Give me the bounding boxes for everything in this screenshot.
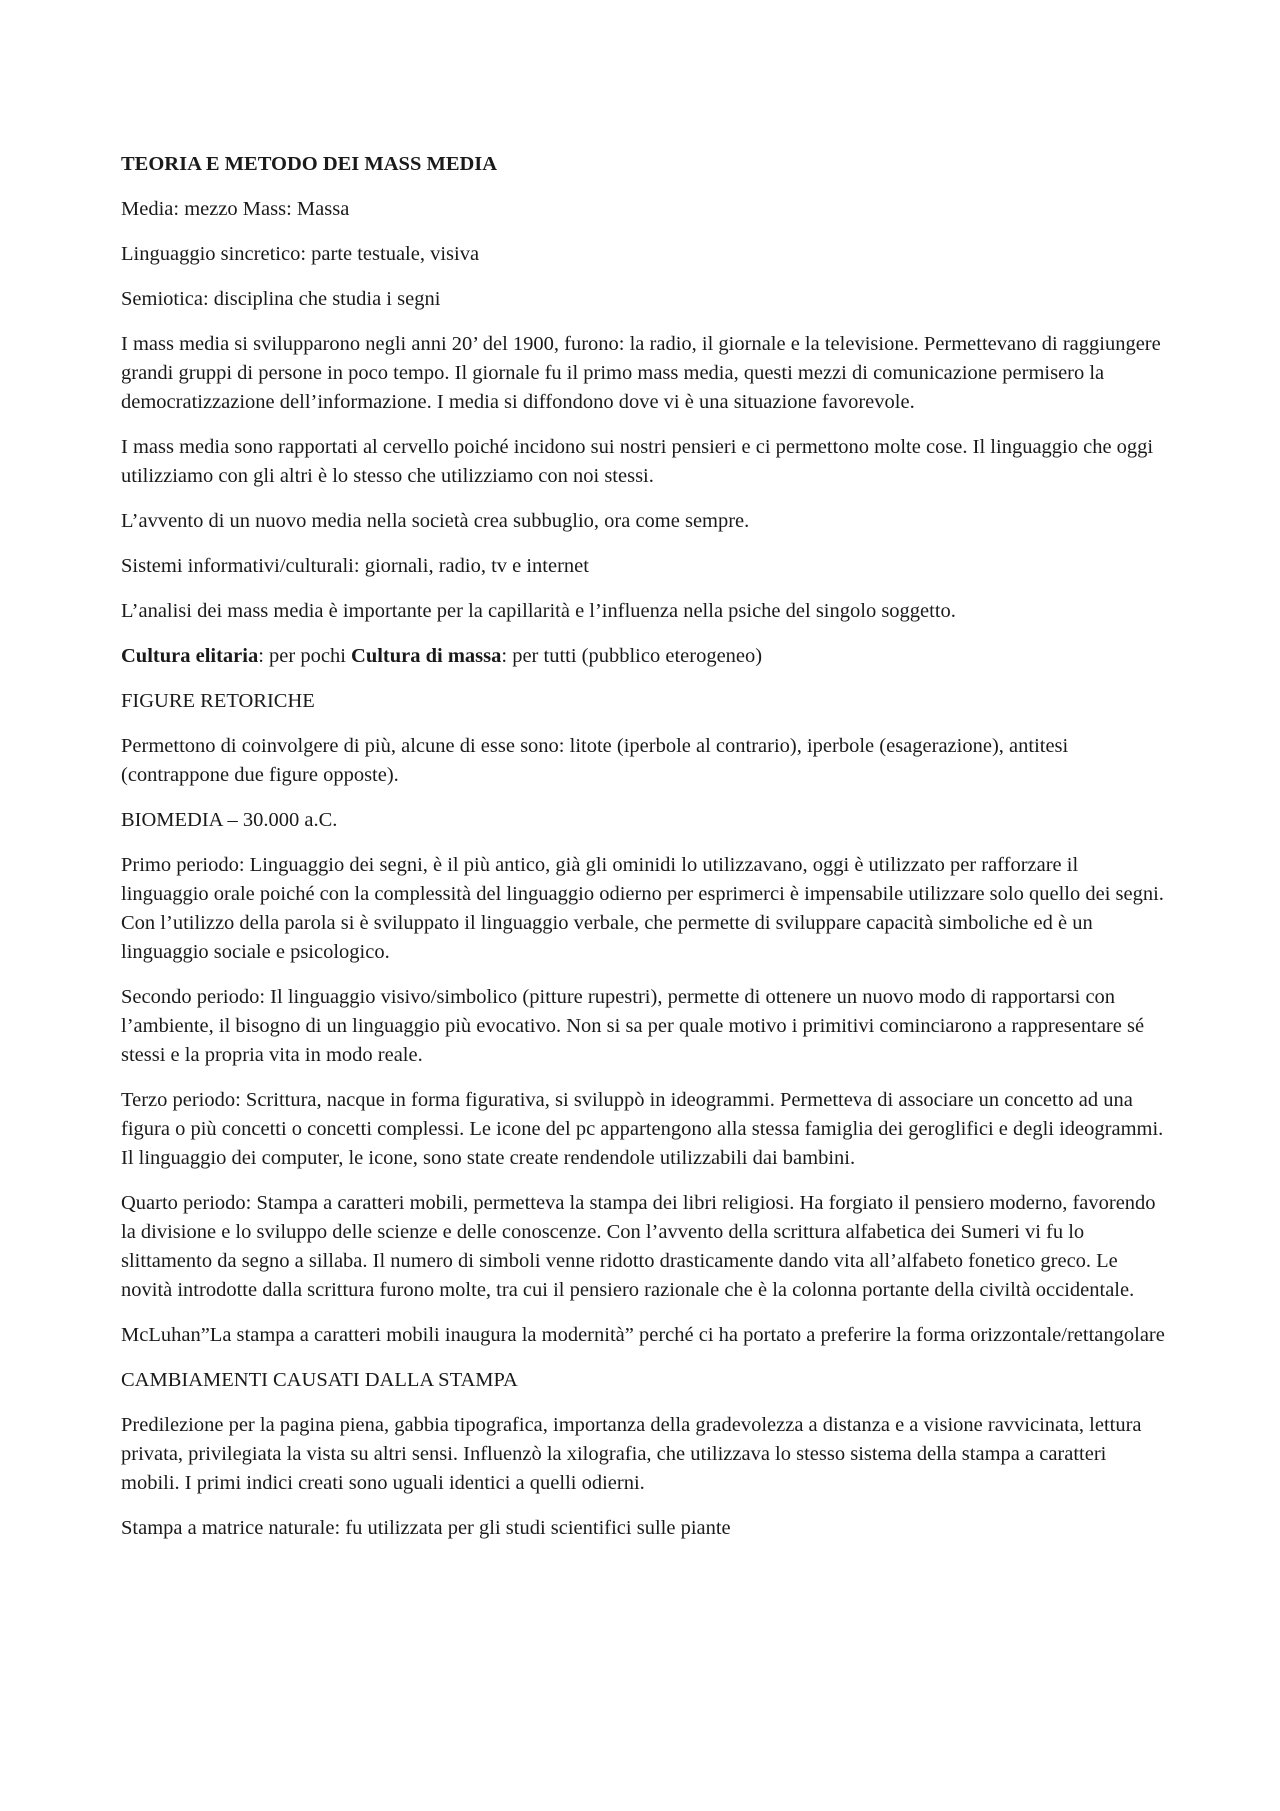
- document-body: [121, 150, 1169, 1559]
- heading-cambiamenti: CAMBIAMENTI CAUSATI DALLA STAMPA: [121, 1369, 518, 1391]
- paragraph-massmedia-2: I mass media sono rapportati al cervello poiché incidono sui nostri pensieri e ci permettono molte cose. Il linguaggio che oggi utilizziamo con gli altri è lo stesso che utilizziamo con noi stessi.: [121, 436, 1154, 487]
- paragraph-media: Media: mezzo Mass: Massa: [121, 198, 350, 220]
- cultura-elitaria-text: : per pochi: [258, 645, 352, 667]
- paragraph-analisi: L’analisi dei mass media è importante per la capillarità e l’influenza nella psiche del singolo soggetto.: [121, 600, 956, 622]
- paragraph-figure: Permettono di coinvolgere di più, alcune di esse sono: litote (iperbole al contrario), iperbole (esagerazione), antitesi (contrappone due figure opposte).: [121, 735, 1069, 786]
- paragraph-predilezione: Predilezione per la pagina piena, gabbia tipografica, importanza della gradevolezza a distanza e a visione ravvicinata, lettura privata, privilegiata la vista su altri sensi. Influenzò la xilografia, che utilizzava lo stesso sistema della stampa a caratteri mobili. I primi indici creati sono uguali identici a quelli odierni.: [121, 1414, 1142, 1494]
- paragraph-linguaggio: Linguaggio sincretico: parte testuale, visiva: [121, 243, 480, 265]
- cultura-elitaria-label: Cultura elitaria: [121, 645, 259, 667]
- paragraph-primo-periodo: Primo periodo: Linguaggio dei segni, è il più antico, già gli ominidi lo utilizzavano, oggi è utilizzato per rafforzare il linguaggio orale poiché con la complessità del linguaggio odierno per esprimerci è impensabile utilizzare solo quello dei segni. Con l’utilizzo della parola si è sviluppato il linguaggio verbale, che permette di sviluppare capacità simboliche ed è un linguaggio sociale e psicologico.: [121, 854, 1164, 963]
- cultura-massa-label: Cultura di massa: [351, 645, 502, 667]
- paragraph-massmedia-1: I mass media si svilupparono negli anni 20’ del 1900, furono: la radio, il giornale e la televisione. Permettevano di raggiungere grandi gruppi di persone in poco tempo. Il giornale fu il primo mass media, questi mezzi di comunicazione permisero la democratizzazione dell’informazione. I media si diffondono dove vi è una situazione favorevole.: [121, 333, 1161, 413]
- paragraph-cultura: [121, 642, 1169, 671]
- paragraph-secondo-periodo: Secondo periodo: Il linguaggio visivo/simbolico (pitture rupestri), permette di ottenere un nuovo modo di rapportarsi con l’ambiente, il bisogno di un linguaggio più evocativo. Non si sa per quale motivo i primitivi cominciarono a rappresentare sé stessi e la propria vita in modo reale.: [121, 986, 1145, 1066]
- document-title: TEORIA E METODO DEI MASS MEDIA: [121, 153, 498, 175]
- paragraph-mcluhan: McLuhan”La stampa a caratteri mobili inaugura la modernità” perché ci ha portato a preferire la forma orizzontale/rettangolare: [121, 1324, 1165, 1346]
- paragraph-terzo-periodo: Terzo periodo: Scrittura, nacque in forma figurativa, si sviluppò in ideogrammi. Permetteva di associare un concetto ad una figura o più concetti o concetti complessi. Le icone del pc appartengono alla stessa famiglia dei geroglifici e degli ideogrammi. Il linguaggio dei computer, le icone, sono state create rendendole utilizzabili dai bambini.: [121, 1089, 1164, 1169]
- paragraph-sistemi: Sistemi informativi/culturali: giornali, radio, tv e internet: [121, 555, 589, 577]
- paragraph-semiotica: Semiotica: disciplina che studia i segni: [121, 288, 441, 310]
- heading-biomedia: BIOMEDIA – 30.000 a.C.: [121, 809, 338, 831]
- paragraph-matrice: Stampa a matrice naturale: fu utilizzata per gli studi scientifici sulle piante: [121, 1517, 731, 1539]
- paragraph-quarto-periodo: Quarto periodo: Stampa a caratteri mobili, permetteva la stampa dei libri religiosi. Ha forgiato il pensiero moderno, favorendo la divisione e lo sviluppo delle scienze e delle conoscenze. Con l’avvento della scrittura alfabetica dei Sumeri vi fu lo slittamento da segno a sillaba. Il numero di simboli venne ridotto drasticamente dando vita all’alfabeto fonetico greco. Le novità introdotte dalla scrittura furono molte, tra cui il pensiero razionale che è la colonna portante della civiltà occidentale.: [121, 1192, 1156, 1301]
- paragraph-avvento: L’avvento di un nuovo media nella società crea subbuglio, ora come sempre.: [121, 510, 750, 532]
- cultura-massa-text: : per tutti (pubblico eterogeneo): [501, 645, 763, 667]
- heading-figure-retoriche: FIGURE RETORICHE: [121, 690, 315, 712]
